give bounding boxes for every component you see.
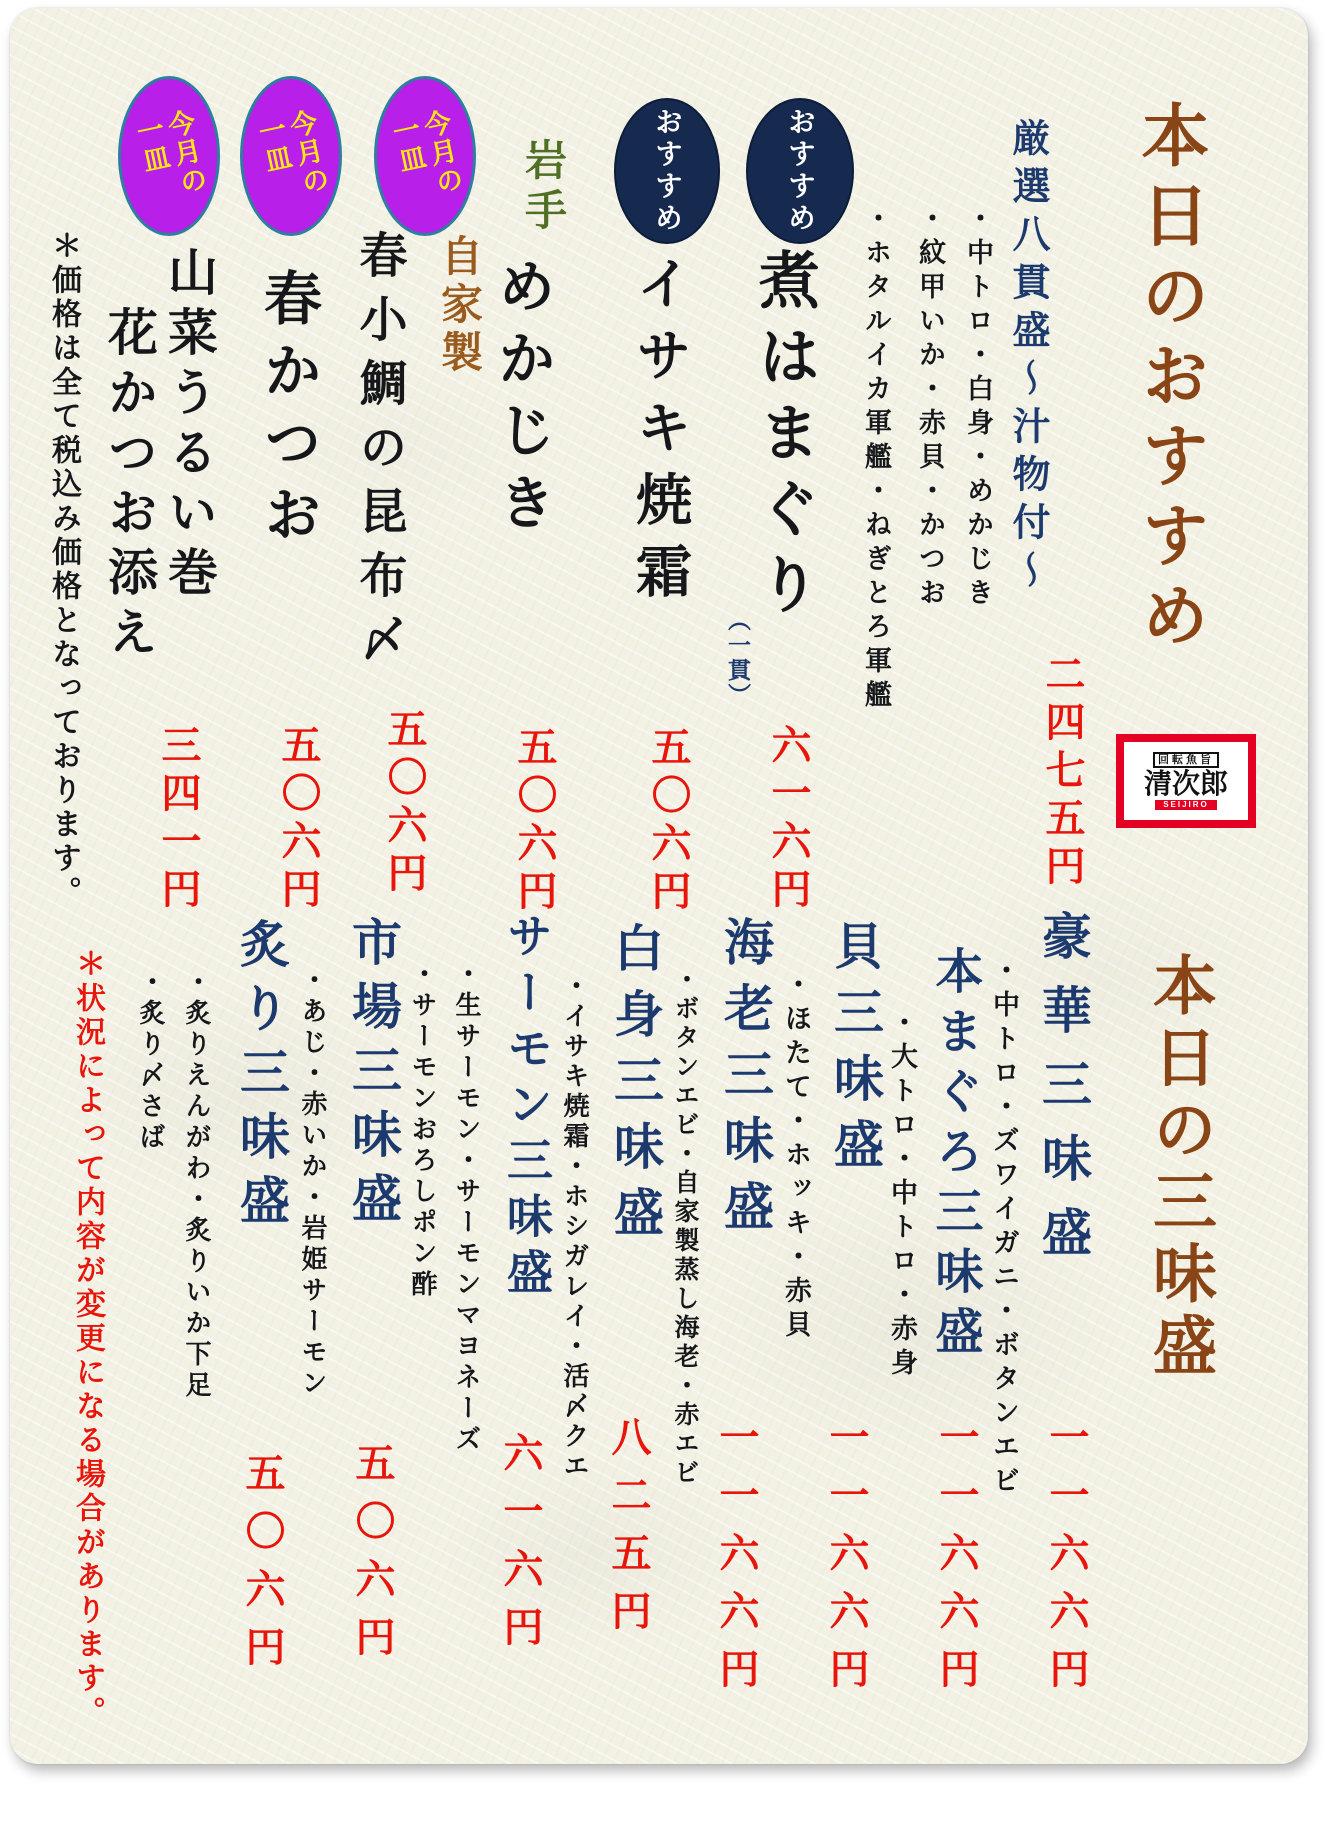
sanmi-ichiba-price: 五〇六円 [350, 1442, 394, 1674]
badge-monthly-line1: 今月の [417, 106, 466, 199]
sanmi-aburi-detail: ・炙りえんがわ・炙りいか下足 [182, 968, 212, 1402]
sanmi-gouka-price: 一一六六円 [1044, 1416, 1088, 1706]
item-nihamaguri-unit: （一貫） [725, 608, 751, 708]
badge-osusume [746, 98, 854, 244]
sanmi-shiromi-price: 八二五円 [606, 1416, 650, 1648]
badge-monthly-line2: 一皿 [386, 113, 429, 177]
sanmi-section-title: 本日の三味盛 [1144, 952, 1216, 1384]
sanmi-aburi-detail: ・炙り〆さば [136, 968, 166, 1154]
sanmi-ichiba-detail: ・あじ・赤いか・岩姫サーモン [298, 966, 328, 1400]
logo-main-text: 清次郎 [1143, 767, 1228, 799]
logo-sub-text: SEIJIRO [1155, 800, 1217, 810]
badge-monthly-label [129, 107, 209, 205]
item-harukatsuo-name: 春かつお [255, 268, 320, 556]
sanmi-gouka-name: 豪華三味盛 [1035, 910, 1091, 1280]
sanmi-honmaguro-price: 一一六六円 [934, 1416, 978, 1706]
sanmi-aburi-name: 炙り三味盛 [233, 918, 289, 1238]
item-nihamaguri-price: 六一六円 [766, 724, 810, 916]
sanmi-gouka-detail: ・中トロ・ズワイガニ・ボタンエビ [989, 956, 1019, 1500]
item-hakkan-name: 厳選八貫盛～汁物付～ [1006, 118, 1048, 598]
sanmi-ebi-detail: ・ボタンエビ・自家製蒸し海老・赤エビ [671, 966, 699, 1488]
badge-monthly [240, 76, 342, 236]
sanmi-salmon-name: サーモン三味盛 [501, 912, 553, 1304]
sanmi-salmon-price: 六一六円 [498, 1432, 542, 1664]
item-sansai-price: 三四一円 [156, 724, 200, 916]
item-isaki-price: 五〇六円 [646, 726, 690, 918]
sanmi-salmon-detail: ・生サーモン・サーモンマヨネーズ [452, 960, 482, 1456]
badge-monthly [374, 76, 476, 236]
badge-monthly-line1: 今月の [283, 106, 332, 199]
badge-osusume-label: おすすめ [785, 107, 816, 235]
change-note: ＊状況によって内容が変更になる場合があります。 [71, 948, 104, 1730]
badge-monthly-line2: 一皿 [252, 113, 295, 177]
sanmi-honmaguro-detail: ・大トロ・中トロ・赤身 [887, 1008, 917, 1382]
sanmi-kai-price: 一一六六円 [824, 1416, 868, 1706]
badge-monthly-label [385, 107, 465, 205]
item-nihamaguri-name: 煮はまぐり [749, 248, 818, 628]
item-sansai-name: 山菜うるい巻 [161, 246, 217, 606]
sanmi-kai-detail: ・ほたて・ホッキ・赤貝 [781, 970, 811, 1344]
item-harukatsuo-price: 五〇六円 [276, 724, 320, 916]
item-mekajiki-origin: 岩手 [520, 138, 567, 238]
seijiro-logo-inner [1124, 742, 1248, 820]
item-hakkan-detail: ・中トロ・白身・めかじき [963, 204, 993, 612]
sanmi-shiromi-name: 白身三味盛 [607, 922, 663, 1252]
badge-osusume-label: おすすめ [652, 107, 683, 235]
sanmi-ebi-name: 海老三味盛 [717, 916, 773, 1246]
item-mekajiki-price: 五〇六円 [512, 726, 556, 918]
logo-top-text: 回転魚旨 [1153, 752, 1219, 768]
item-kodai-label: 自家製 [436, 234, 483, 378]
item-kodai-price: 五〇六円 [382, 708, 426, 900]
item-sansai-name2: 花かつお添え [101, 306, 157, 666]
item-kodai-name: 春小鯛の昆布〆 [352, 230, 405, 678]
menu-paper [10, 8, 1308, 1764]
recommend-section-title: 本日のおすすめ [1132, 100, 1208, 660]
badge-monthly-line2: 一皿 [130, 113, 173, 177]
item-hakkan-detail: ・ホタルイカ軍艦・ねぎとろ軍艦 [861, 204, 891, 714]
sanmi-salmon-detail: ・サーモンおろしポン酢 [408, 960, 438, 1301]
badge-monthly-label [251, 107, 331, 205]
badge-osusume [614, 98, 720, 244]
item-mekajiki-name: めかじき [489, 256, 554, 544]
item-hakkan-price: 二四七五円 [1040, 653, 1084, 893]
sanmi-ichiba-name: 市場三味盛 [345, 916, 401, 1236]
sanmi-aburi-price: 五〇六円 [240, 1452, 284, 1684]
badge-monthly-line1: 今月の [161, 106, 210, 199]
sanmi-kai-name: 貝三味盛 [827, 920, 883, 1184]
sanmi-shiromi-detail: ・イサキ焼霜・ホシガレイ・活〆クエ [560, 972, 590, 1482]
seijiro-logo [1116, 734, 1256, 828]
badge-monthly [118, 76, 220, 236]
item-isaki-name: イサキ焼霜 [629, 254, 692, 614]
item-hakkan-detail: ・紋甲いか・赤貝・かつお [915, 204, 945, 612]
sanmi-honmaguro-name: 本まぐろ三味盛 [928, 946, 981, 1366]
sanmi-ebi-price: 一一六六円 [714, 1416, 758, 1706]
tax-note: ＊価格は全て税込み価格となっております。 [47, 230, 80, 910]
